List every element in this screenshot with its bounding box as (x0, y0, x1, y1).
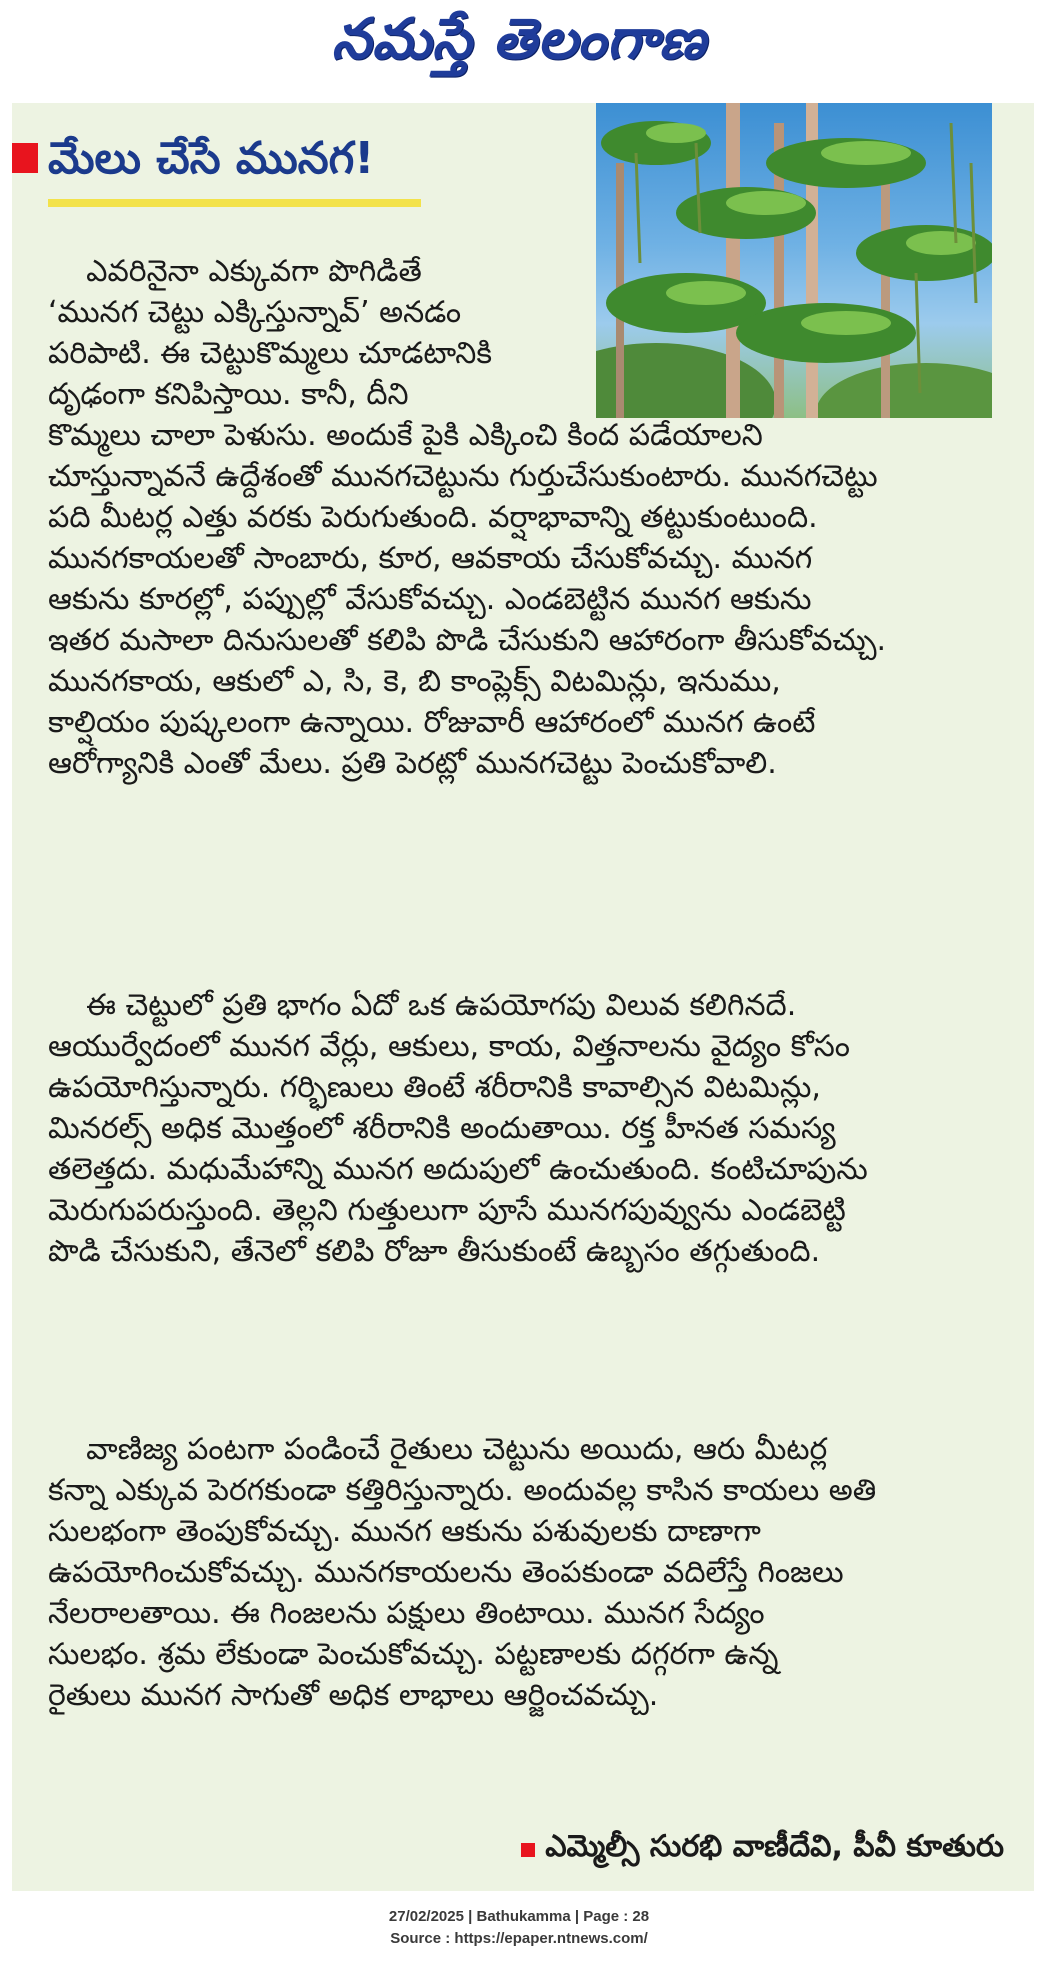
footer-source-line: Source : https://epaper.ntnews.com/ (390, 1930, 648, 1947)
article-headline: మేలు చేసే మునగ! (48, 133, 375, 184)
headline-marker (12, 143, 38, 173)
author-byline (521, 1829, 1004, 1871)
byline-square-icon (521, 1843, 535, 1857)
article-paragraph-1: ఎవరినైనా ఎక్కువగా పొగిడితే ‘మునగ చెట్టు ఎక్కిస్తున్నావ్’ అనడం పరిపాటి. ఈ చెట్టుకొమ్మలు చూడటానికి దృఢంగా కనిపిస్తాయి. కానీ, దీని కొమ్మలు చాలా పెళుసు. అందుకే పైకి ఎక్కించి కింద పడేయాలని చూస్తున్నావనే ఉద్దేశంతో మునగచెట్టును గుర్తుచేసుకుంటారు. మునగచెట్టు పది మీటర్ల ఎత్తు వరకు పెరుగుతుంది. వర్షాభావాన్ని తట్టుకుంటుంది. మునగకాయలతో సాంబారు, కూర, ఆవకాయ చేసుకోవచ్చు. మునగ ఆకును కూరల్లో, పప్పుల్లో వేసుకోవచ్చు. ఎండబెట్టిన మునగ ఆకును ఇతర మసాలా దినుసులతో కలిపి పొడి చేసుకుని ఆహారంగా తీసుకోవచ్చు. మునగకాయ, ఆకులో ఎ, సి, కె, బి కాంప్లెక్స్ విటమిన్లు, ఇనుము, కాల్షియం పుష్కలంగా ఉన్నాయి. రోజువారీ ఆహారంలో మునగ ఉంటే ఆరోగ్యానికి ఎంతో మేలు. ప్రతి పెరట్లో మునగచెట్టు పెంచుకోవాలి. (48, 254, 887, 781)
headline-underline (48, 199, 421, 207)
newspaper-logo: నమస్తే తెలంగాణ (331, 6, 707, 72)
byline-text: ఎమ్మెల్సీ సురభి వాణీదేవి, పీవీ కూతురు (545, 1829, 1004, 1864)
footer-date-line: 27/02/2025 | Bathukamma | Page : 28 (388, 1908, 650, 1925)
article-paragraph-2: ఈ చెట్టులో ప్రతి భాగం ఏదో ఒక ఉపయోగపు విలువ కలిగినదే. ఆయుర్వేదంలో మునగ వేర్లు, ఆకులు, కాయ, విత్తనాలను వైద్యం కోసం ఉపయోగిస్తున్నారు. గర్భిణులు తింటే శరీరానికి కావాల్సిన విటమిన్లు, మినరల్స్ అధిక మొత్తంలో శరీరానికి అందుతాయి. రక్త హీనత సమస్య తలెత్తదు. మధుమేహాన్ని మునగ అదుపులో ఉంచుతుంది. కంటిచూపును మెరుగుపరుస్తుంది. తెల్లని గుత్తులుగా పూసే మునగపువ్వును ఎండబెట్టి పొడి చేసుకుని, తేనెలో కలిపి రోజూ తీసుకుంటే ఉబ్బసం తగ్గుతుంది. (48, 988, 868, 1269)
masthead (0, 0, 1038, 92)
page-footer (0, 1906, 1038, 1950)
article (12, 103, 1034, 1891)
article-paragraph-3: వాణిజ్య పంటగా పండించే రైతులు చెట్టును అయిదు, ఆరు మీటర్ల కన్నా ఎక్కువ పెరగకుండా కత్తిరిస్తున్నారు. అందువల్ల కాసిన కాయలు అతి సులభంగా తెంపుకోవచ్చు. మునగ ఆకును పశువులకు దాణాగా ఉపయోగించుకోవచ్చు. మునగకాయలను తెంపకుండా వదిలేస్తే గింజలు నేలరాలతాయి. ఈ గింజలను పక్షులు తింటాయి. మునగ సేద్యం సులభం. శ్రమ లేకుండా పెంచుకోవచ్చు. పట్టణాలకు దగ్గరగా ఉన్న రైతులు మునగ సాగుతో అధిక లాభాలు ఆర్జించవచ్చు. (48, 1432, 877, 1713)
